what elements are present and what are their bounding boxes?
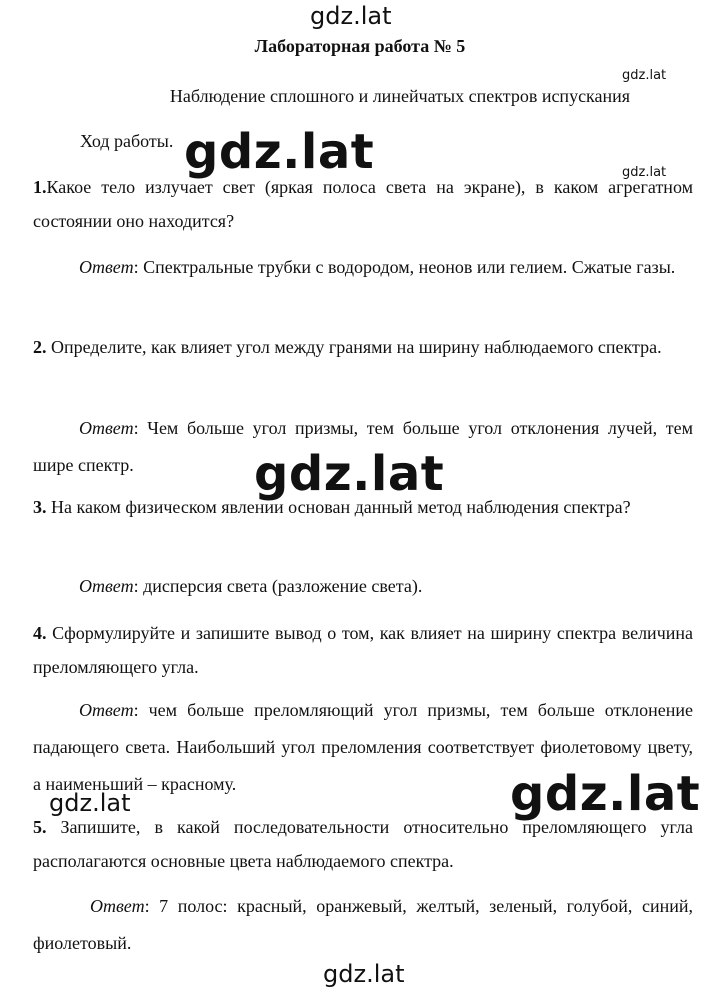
watermark-top-right-2: gdz.lat (622, 165, 667, 180)
answer-label-3: Ответ (79, 576, 134, 596)
answer-text-2: : Чем больше угол призмы, тем больше угол отклонения лучей, тем шире спектр. (33, 418, 693, 475)
answer-1 (33, 249, 693, 286)
question-text-2: Определите, как влияет угол между гранями на ширину наблюдаемого спектра. (46, 337, 662, 357)
watermark-left-large: gdz.lat (184, 124, 375, 180)
answer-text-1: : Спектральные трубки с водородом, неонов или гелием. Сжатые газы. (133, 257, 676, 277)
document-subtitle: Наблюдение сплошного и линейчатых спектров испускания (169, 86, 631, 106)
question-number-3: 3. (33, 497, 47, 517)
answer-label-4: Ответ (79, 700, 134, 720)
document-title: Лабораторная работа № 5 (254, 36, 466, 56)
answer-label-2: Ответ (79, 418, 134, 438)
answer-label-5: Ответ (90, 896, 145, 916)
answer-5 (33, 888, 693, 962)
watermark-bottom-right-large: gdz.lat (510, 766, 701, 822)
answer-text-4: : чем больше преломляющий угол призмы, тем больше отклонение падающего света. Наибольший угол преломления соответствует фиолетовому цвету, а наименьший – красному. (33, 700, 693, 794)
question-text-1: Какое тело излучает свет (яркая полоса света на экране), в каком агрегатном состоянии оно находится? (33, 177, 693, 231)
question-text-4: Сформулируйте и запишите вывод о том, как влияет на ширину спектра величина преломляющего угла. (33, 623, 693, 677)
question-number-2: 2. (33, 337, 47, 357)
question-number-4: 4. (33, 623, 47, 643)
watermark-top-right-1: gdz.lat (622, 68, 667, 83)
question-2 (33, 330, 693, 364)
question-text-3: На каком физическом явлении основан данный метод наблюдения спектра? (46, 497, 631, 517)
watermark-top: gdz.lat (310, 2, 392, 30)
progress-heading: Ход работы. (80, 131, 174, 151)
answer-label-1: Ответ (79, 257, 134, 277)
answer-3 (33, 568, 693, 605)
question-4 (33, 616, 693, 684)
question-text-5: Запишите, в какой последовательности относительно преломляющего угла располагаются основные цвета наблюдаемого спектра. (33, 817, 693, 871)
watermark-bottom-left: gdz.lat (49, 789, 131, 817)
question-1 (33, 170, 693, 238)
watermark-middle-large: gdz.lat (254, 446, 445, 502)
answer-text-3: : дисперсия света (разложение света). (133, 576, 423, 596)
question-number-1: 1. (33, 177, 47, 197)
question-number-5: 5. (33, 817, 47, 837)
answer-text-5: : 7 полос: красный, оранжевый, желтый, зеленый, голубой, синий, фиолетовый. (33, 896, 693, 953)
watermark-bottom: gdz.lat (323, 960, 405, 988)
